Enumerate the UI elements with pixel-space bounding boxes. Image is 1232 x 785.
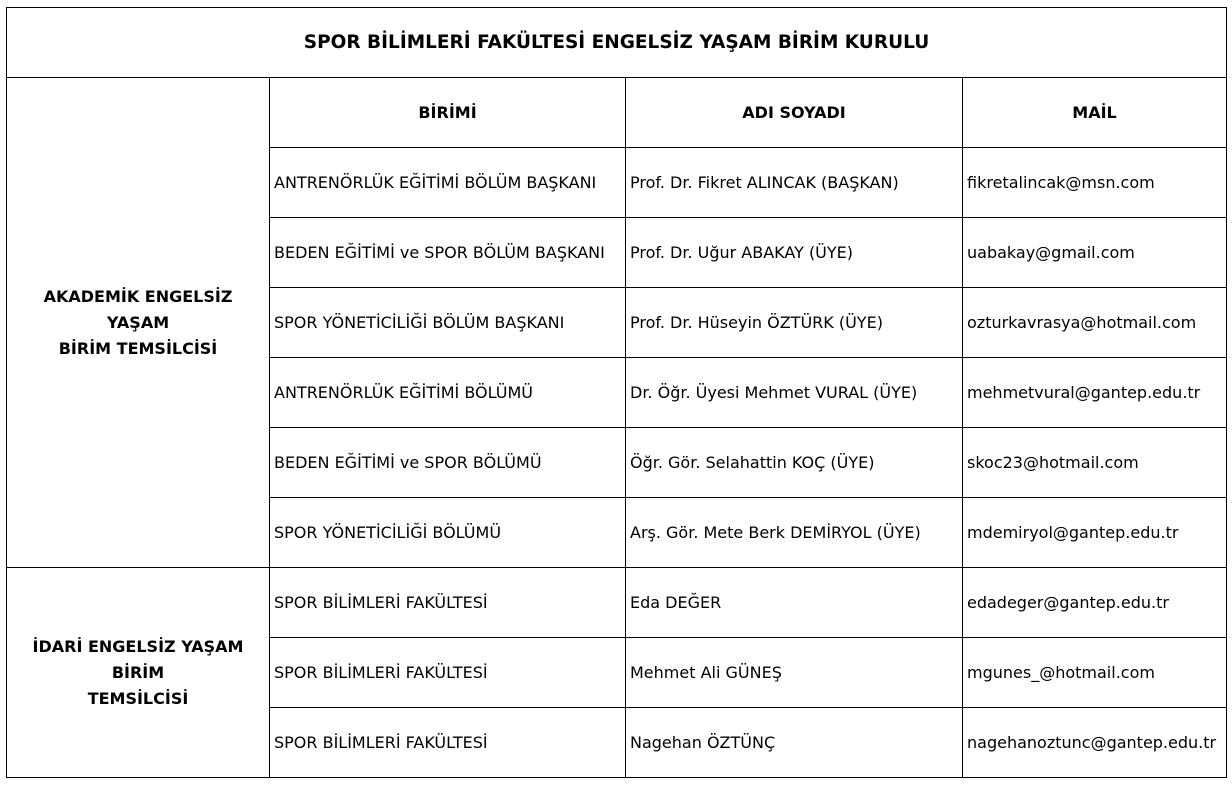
unit-cell: BEDEN EĞİTİMİ ve SPOR BÖLÜMÜ: [270, 428, 626, 498]
header-mail: MAİL: [963, 78, 1227, 148]
group-cell-administrative: [7, 568, 270, 778]
header-name: ADI SOYADI: [626, 78, 963, 148]
table-row: [7, 568, 1227, 638]
title-row: [7, 8, 1227, 78]
unit-cell: SPOR BİLİMLERİ FAKÜLTESİ: [270, 708, 626, 778]
header-unit: BİRİMİ: [270, 78, 626, 148]
table-title: SPOR BİLİMLERİ FAKÜLTESİ ENGELSİZ YAŞAM BİRİM KURULU: [7, 8, 1227, 78]
header-row: [7, 78, 1227, 148]
mail-cell: fikretalincak@msn.com: [963, 148, 1227, 218]
mail-cell: skoc23@hotmail.com: [963, 428, 1227, 498]
unit-cell: SPOR YÖNETİCİLİĞİ BÖLÜMÜ: [270, 498, 626, 568]
mail-cell: ozturkavrasya@hotmail.com: [963, 288, 1227, 358]
mail-cell: mehmetvural@gantep.edu.tr: [963, 358, 1227, 428]
mail-cell: uabakay@gmail.com: [963, 218, 1227, 288]
unit-cell: BEDEN EĞİTİMİ ve SPOR BÖLÜM BAŞKANI: [270, 218, 626, 288]
unit-cell: SPOR BİLİMLERİ FAKÜLTESİ: [270, 568, 626, 638]
group-label-line1: AKADEMİK ENGELSİZ YAŞAM: [43, 286, 233, 332]
name-cell: Prof. Dr. Uğur ABAKAY (ÜYE): [626, 218, 963, 288]
name-cell: Nagehan ÖZTÜNÇ: [626, 708, 963, 778]
name-cell: Mehmet Ali GÜNEŞ: [626, 638, 963, 708]
group-label-line2: BİRİM TEMSİLCİSİ: [58, 338, 218, 358]
mail-cell: mgunes_@hotmail.com: [963, 638, 1227, 708]
unit-cell: ANTRENÖRLÜK EĞİTİMİ BÖLÜM BAŞKANI: [270, 148, 626, 218]
mail-cell: edadeger@gantep.edu.tr: [963, 568, 1227, 638]
group-label-line2: TEMSİLCİSİ: [87, 688, 189, 708]
name-cell: Prof. Dr. Fikret ALINCAK (BAŞKAN): [626, 148, 963, 218]
name-cell: Prof. Dr. Hüseyin ÖZTÜRK (ÜYE): [626, 288, 963, 358]
unit-cell: SPOR BİLİMLERİ FAKÜLTESİ: [270, 638, 626, 708]
mail-cell: mdemiryol@gantep.edu.tr: [963, 498, 1227, 568]
group-label-line1: İDARİ ENGELSİZ YAŞAM BİRİM: [32, 636, 244, 682]
name-cell: Eda DEĞER: [626, 568, 963, 638]
group-cell-academic: [7, 78, 270, 568]
committee-table: [6, 7, 1227, 778]
mail-cell: nagehanoztunc@gantep.edu.tr: [963, 708, 1227, 778]
unit-cell: ANTRENÖRLÜK EĞİTİMİ BÖLÜMÜ: [270, 358, 626, 428]
unit-cell: SPOR YÖNETİCİLİĞİ BÖLÜM BAŞKANI: [270, 288, 626, 358]
name-cell: Dr. Öğr. Üyesi Mehmet VURAL (ÜYE): [626, 358, 963, 428]
name-cell: Öğr. Gör. Selahattin KOÇ (ÜYE): [626, 428, 963, 498]
name-cell: Arş. Gör. Mete Berk DEMİRYOL (ÜYE): [626, 498, 963, 568]
